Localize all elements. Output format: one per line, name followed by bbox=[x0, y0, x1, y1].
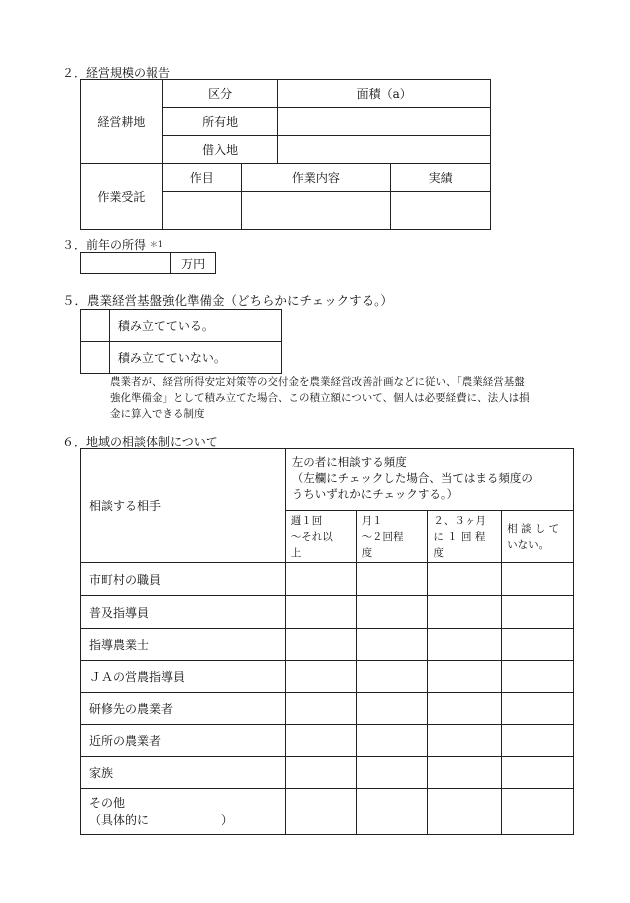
freq-option-monthly bbox=[356, 511, 428, 563]
freq-option-none-line2: いない。 bbox=[507, 539, 550, 551]
check-cell[interactable] bbox=[356, 596, 428, 629]
reserve-note bbox=[110, 374, 580, 422]
check-cell[interactable] bbox=[356, 725, 428, 757]
check-cell[interactable] bbox=[285, 563, 356, 596]
owned-area-cell[interactable] bbox=[278, 108, 491, 136]
table-row bbox=[81, 789, 574, 835]
table-row bbox=[81, 757, 574, 789]
check-cell[interactable] bbox=[285, 789, 356, 835]
check-cell[interactable] bbox=[428, 596, 502, 629]
check-cell[interactable] bbox=[502, 693, 574, 725]
col-result-header: 実績 bbox=[391, 164, 491, 192]
partner-label: 家族 bbox=[81, 757, 286, 789]
table-row bbox=[81, 693, 574, 725]
check-cell[interactable] bbox=[356, 693, 428, 725]
partner-label: 市町村の職員 bbox=[81, 563, 286, 596]
frequency-header-line3: うちいずれかにチェックする。） bbox=[291, 487, 459, 501]
freq-option-quarterly bbox=[428, 511, 502, 563]
leased-area-cell[interactable] bbox=[278, 136, 491, 164]
table-row bbox=[81, 661, 574, 693]
check-cell[interactable] bbox=[502, 725, 574, 757]
freq-option-monthly-line3: 度 bbox=[361, 547, 373, 559]
check-cell[interactable] bbox=[285, 725, 356, 757]
freq-option-weekly-line3: 上 bbox=[290, 547, 302, 559]
income-unit: 万円 bbox=[171, 253, 216, 274]
reserve-table bbox=[80, 309, 282, 374]
check-cell[interactable] bbox=[502, 596, 574, 629]
partner-label: 普及指導員 bbox=[81, 596, 286, 629]
result-input-cell[interactable] bbox=[391, 192, 491, 230]
col-crop-header: 作目 bbox=[162, 164, 241, 192]
table-row bbox=[81, 725, 574, 757]
check-cell[interactable] bbox=[502, 629, 574, 661]
reserve-option-1: 積み立てている。 bbox=[109, 310, 281, 342]
partner-other-line1: その他 bbox=[89, 795, 126, 810]
section3-title bbox=[62, 236, 163, 253]
table-row bbox=[81, 563, 574, 596]
check-cell[interactable] bbox=[285, 596, 356, 629]
reserve-option-2: 積み立てていない。 bbox=[109, 342, 281, 374]
section3-title-text: ３．前年の所得 bbox=[62, 238, 147, 252]
check-cell[interactable] bbox=[285, 661, 356, 693]
partner-label: ＪＡの営農指導員 bbox=[81, 661, 286, 693]
row-owned-label: 所有地 bbox=[162, 108, 278, 136]
partner-label: 指導農業士 bbox=[81, 629, 286, 661]
check-cell[interactable] bbox=[285, 629, 356, 661]
check-cell[interactable] bbox=[285, 757, 356, 789]
check-cell[interactable] bbox=[502, 757, 574, 789]
partner-label: 研修先の農業者 bbox=[81, 693, 286, 725]
consultation-table bbox=[80, 448, 574, 835]
row-contract-label: 作業受託 bbox=[81, 164, 163, 230]
freq-option-quarterly-line1: ２、３ヶ月 bbox=[433, 515, 486, 527]
check-cell[interactable] bbox=[356, 661, 428, 693]
freq-option-weekly-line2: ～それ以 bbox=[290, 531, 333, 543]
col-work-header: 作業内容 bbox=[241, 164, 391, 192]
partner-other bbox=[81, 789, 286, 835]
partner-label: 近所の農業者 bbox=[81, 725, 286, 757]
section2-title: ２．経営規模の報告 bbox=[62, 66, 171, 80]
check-cell[interactable] bbox=[428, 661, 502, 693]
table-row bbox=[81, 629, 574, 661]
freq-option-monthly-line2: ～２回程 bbox=[361, 531, 404, 543]
check-cell[interactable] bbox=[502, 661, 574, 693]
work-input-cell[interactable] bbox=[241, 192, 391, 230]
check-cell[interactable] bbox=[428, 563, 502, 596]
income-table bbox=[80, 252, 216, 274]
frequency-header-line1: 左の者に相談する頻度 bbox=[291, 455, 407, 469]
footnote-mark: ＊1 bbox=[149, 240, 163, 249]
col-kubun-header: 区分 bbox=[162, 80, 278, 108]
partner-other-line2: （具体的に ） bbox=[89, 812, 234, 827]
section5-title: ５．農業経営基盤強化準備金（どちらかにチェックする。） bbox=[62, 293, 393, 308]
check-cell[interactable] bbox=[428, 629, 502, 661]
check-cell[interactable] bbox=[356, 629, 428, 661]
frequency-header-line2: （左欄にチェックした場合、当てはまる頻度の bbox=[291, 471, 533, 485]
freq-option-weekly-line1: 週１回 bbox=[290, 515, 323, 527]
crop-input-cell[interactable] bbox=[162, 192, 241, 230]
row-farmland-label: 経営耕地 bbox=[81, 80, 163, 164]
check-cell[interactable] bbox=[356, 757, 428, 789]
col-area-header: 面積（a） bbox=[278, 80, 491, 108]
check-cell[interactable] bbox=[428, 789, 502, 835]
reserve-checkbox-1[interactable] bbox=[81, 310, 110, 342]
table-row bbox=[81, 596, 574, 629]
freq-option-monthly-line1: 月１ bbox=[361, 515, 383, 527]
reserve-note-line3: 金に算入できる制度 bbox=[110, 408, 205, 420]
check-cell[interactable] bbox=[428, 725, 502, 757]
frequency-header bbox=[285, 449, 573, 511]
freq-option-quarterly-line2: に １ 回 程 bbox=[433, 531, 486, 543]
check-cell[interactable] bbox=[502, 789, 574, 835]
check-cell[interactable] bbox=[428, 693, 502, 725]
freq-option-none bbox=[502, 511, 574, 563]
reserve-note-line2: 強化準備金」として積み立てた場合、この積立額について、個人は必要経費に、法人は損 bbox=[110, 392, 530, 404]
freq-option-none-line1: 相 談 し て bbox=[507, 523, 560, 535]
check-cell[interactable] bbox=[428, 757, 502, 789]
row-leased-label: 借入地 bbox=[162, 136, 278, 164]
freq-option-quarterly-line3: 度 bbox=[433, 547, 444, 559]
management-scale-table bbox=[80, 79, 491, 230]
section6-title: ６．地域の相談体制について bbox=[62, 435, 218, 449]
check-cell[interactable] bbox=[502, 563, 574, 596]
freq-option-weekly bbox=[285, 511, 356, 563]
income-input-cell[interactable] bbox=[81, 253, 171, 274]
reserve-checkbox-2[interactable] bbox=[81, 342, 110, 374]
check-cell[interactable] bbox=[356, 789, 428, 835]
partner-header: 相談する相手 bbox=[81, 449, 286, 563]
check-cell[interactable] bbox=[356, 563, 428, 596]
check-cell[interactable] bbox=[285, 693, 356, 725]
reserve-note-line1: 農業者が、経営所得安定対策等の交付金を農業経営改善計画などに従い、「農業経営基盤 bbox=[110, 376, 525, 388]
